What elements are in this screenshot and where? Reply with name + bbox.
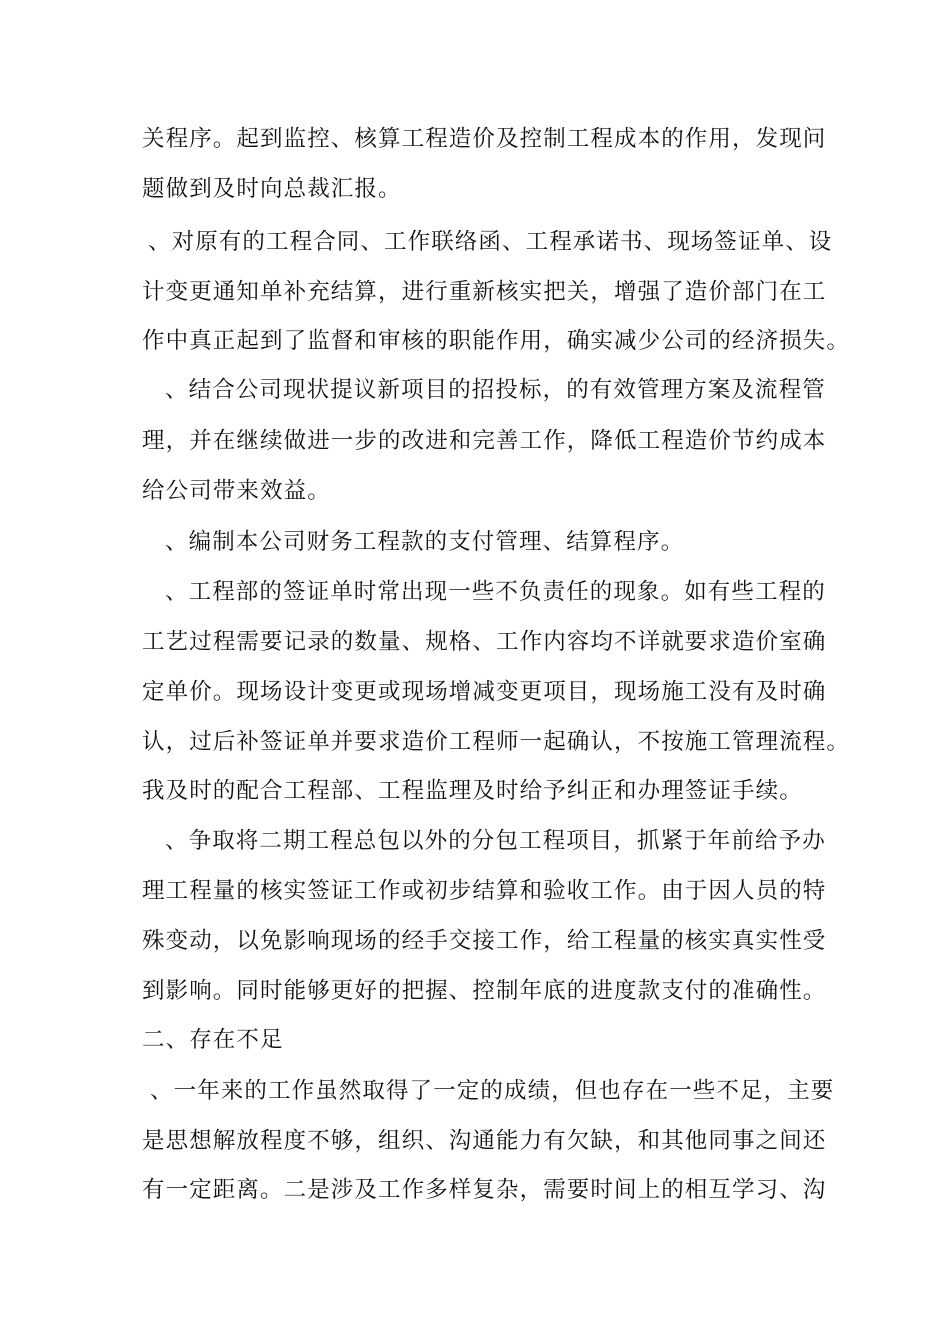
text-line: 理工程量的核实签证工作或初步结算和验收工作。由于因人员的特 (142, 878, 827, 904)
text-line: 、争取将二期工程总包以外的分包工程项目，抓紧于年前给予办 (165, 828, 826, 854)
text-line: 计变更通知单补充结算，进行重新核实把关，增强了造价部门在工 (142, 279, 827, 305)
text-line: 是思想解放程度不够，组织、沟通能力有欠缺，和其他同事之间还 (142, 1128, 827, 1154)
text-line: 有一定距离。二是涉及工作多样复杂，需要时间上的相互学习、沟 (142, 1177, 827, 1203)
text-line: 工艺过程需要记录的数量、规格、工作内容均不详就要求造价室确 (142, 629, 827, 655)
text-line: 题做到及时向总裁汇报。 (142, 176, 402, 202)
text-line: 给公司带来效益。 (142, 478, 331, 504)
text-line: 、编制本公司财务工程款的支付管理、结算程序。 (165, 529, 685, 555)
text-line: 理，并在继续做进一步的改进和完善工作，降低工程造价节约成本 (142, 428, 827, 454)
text-line: 定单价。现场设计变更或现场增减变更项目，现场施工没有及时确 (142, 679, 827, 705)
text-line: 到影响。同时能够更好的把握、控制年底的进度款支付的准确性。 (142, 978, 827, 1004)
text-line: 关程序。起到监控、核算工程造价及控制工程成本的作用，发现问 (142, 126, 827, 152)
text-line: 、对原有的工程合同、工作联络函、工程承诺书、现场签证单、设 (148, 229, 833, 255)
section-heading: 二、存在不足 (142, 1027, 284, 1053)
text-line: 、一年来的工作虽然取得了一定的成绩，但也存在一些不足，主要 (150, 1078, 835, 1104)
text-line: 殊变动，以免影响现场的经手交接工作，给工程量的核实真实性受 (142, 928, 827, 954)
text-line: 作中真正起到了监督和审核的职能作用，确实减少公司的经济损失。 (142, 328, 851, 354)
text-line: 、工程部的签证单时常出现一些不负责任的现象。如有些工程的 (165, 579, 826, 605)
text-line: 我及时的配合工程部、工程监理及时给予纠正和办理签证手续。 (142, 778, 803, 804)
text-line: 认，过后补签证单并要求造价工程师一起确认，不按施工管理流程。 (142, 729, 851, 755)
text-line: 、结合公司现状提议新项目的招投标，的有效管理方案及流程管 (165, 377, 826, 403)
